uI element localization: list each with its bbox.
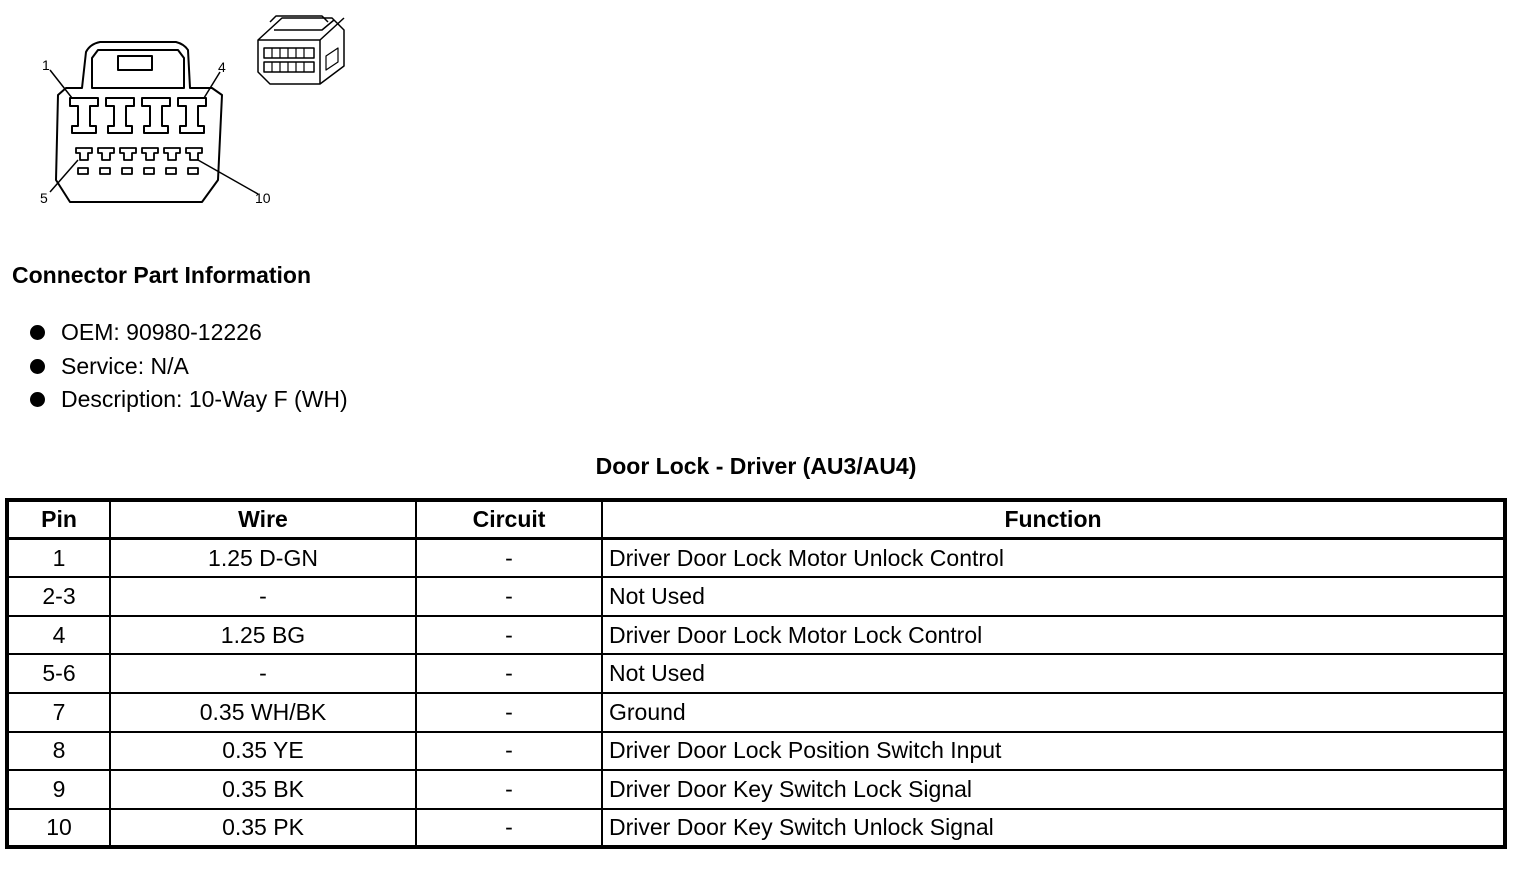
pin-cell: 4	[7, 616, 110, 655]
pin-label-10: 10	[255, 190, 271, 206]
table-header-row	[7, 500, 1505, 539]
table-row	[7, 539, 1505, 578]
connector-diagram	[0, 0, 360, 215]
pin-cell: 7	[7, 693, 110, 732]
wire-cell: 0.35 WH/BK	[110, 693, 416, 732]
connector-3d-sketch	[258, 16, 344, 84]
circuit-cell: -	[416, 577, 602, 616]
table-row	[7, 616, 1505, 655]
list-item	[30, 350, 348, 384]
bullet-icon	[30, 392, 45, 407]
table-row	[7, 577, 1505, 616]
upper-cavities	[70, 98, 206, 133]
wire-cell: -	[110, 654, 416, 693]
pin-cell: 8	[7, 732, 110, 771]
function-cell: Ground	[602, 693, 1505, 732]
service-value: Service: N/A	[61, 352, 189, 379]
wire-cell: 0.35 YE	[110, 732, 416, 771]
pin-cell: 2-3	[7, 577, 110, 616]
pin-label-4: 4	[218, 59, 226, 75]
circuit-cell: -	[416, 693, 602, 732]
pin-cell: 9	[7, 770, 110, 809]
function-cell: Not Used	[602, 654, 1505, 693]
connector-info-title: Connector Part Information	[12, 262, 312, 288]
pin-cell: 1	[7, 539, 110, 578]
wire-cell: 0.35 BK	[110, 770, 416, 809]
wire-cell: -	[110, 577, 416, 616]
circuit-cell: -	[416, 539, 602, 578]
bullet-icon	[30, 359, 45, 374]
lower-cavities	[76, 148, 202, 174]
wire-cell: 0.35 PK	[110, 809, 416, 848]
wire-cell: 1.25 D-GN	[110, 539, 416, 578]
column-header-wire: Wire	[110, 500, 416, 539]
function-cell: Not Used	[602, 577, 1505, 616]
latch-window	[118, 56, 152, 70]
pin-label-5: 5	[40, 190, 48, 206]
function-cell: Driver Door Lock Motor Lock Control	[602, 616, 1505, 655]
pinout-table	[5, 498, 1507, 849]
function-cell: Driver Door Lock Position Switch Input	[602, 732, 1505, 771]
table-row	[7, 770, 1505, 809]
table-title: Door Lock - Driver (AU3/AU4)	[595, 453, 917, 479]
list-item	[30, 316, 348, 350]
bullet-icon	[30, 325, 45, 340]
column-header-circuit: Circuit	[416, 500, 602, 539]
oem-value: OEM: 90980-12226	[61, 319, 262, 345]
function-cell: Driver Door Lock Motor Unlock Control	[602, 539, 1505, 578]
wire-cell: 1.25 BG	[110, 616, 416, 655]
circuit-cell: -	[416, 809, 602, 848]
function-cell: Driver Door Key Switch Lock Signal	[602, 770, 1505, 809]
pin-cell: 10	[7, 809, 110, 848]
function-cell: Driver Door Key Switch Unlock Signal	[602, 809, 1505, 848]
table-row	[7, 654, 1505, 693]
table-row	[7, 732, 1505, 771]
circuit-cell: -	[416, 654, 602, 693]
pin-cell: 5-6	[7, 654, 110, 693]
column-header-pin: Pin	[7, 500, 110, 539]
pin-label-1: 1	[42, 57, 50, 73]
table-row	[7, 809, 1505, 848]
connector-info-list	[30, 316, 348, 417]
column-header-function: Function	[602, 500, 1505, 539]
list-item	[30, 383, 348, 417]
circuit-cell: -	[416, 770, 602, 809]
table-row	[7, 693, 1505, 732]
circuit-cell: -	[416, 732, 602, 771]
description-value: Description: 10-Way F (WH)	[61, 386, 348, 412]
circuit-cell: -	[416, 616, 602, 655]
